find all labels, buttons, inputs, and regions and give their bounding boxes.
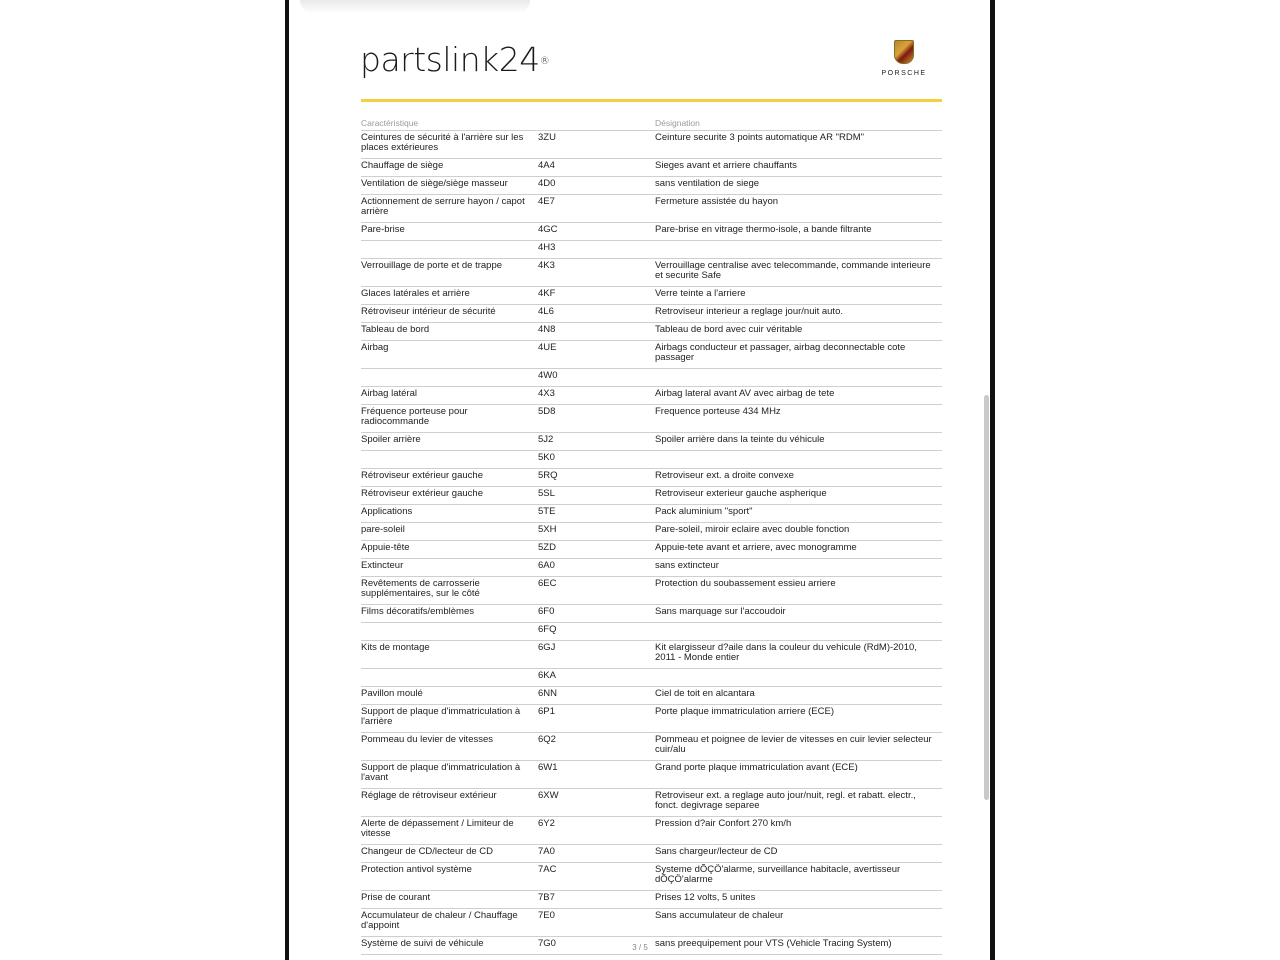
cell-designation: Pression d?air Confort 270 km/h bbox=[655, 817, 942, 845]
cell-feature: Kits de montage bbox=[361, 641, 538, 669]
cell-code: 4GC bbox=[538, 223, 655, 241]
cell-designation: Pack aluminium "sport" bbox=[655, 505, 942, 523]
cell-code: 5ZD bbox=[538, 541, 655, 559]
cell-designation: Frequence porteuse 434 MHz bbox=[655, 405, 942, 433]
cell-designation: Porte plaque immatriculation arriere (ECE) bbox=[655, 705, 942, 733]
cell-designation: Kit elargisseur d?aile dans la couleur du vehicule (RdM)-2010, 2011 - Monde entier bbox=[655, 641, 942, 669]
table-row bbox=[361, 909, 942, 937]
cell-code: 6F0 bbox=[538, 605, 655, 623]
cell-designation bbox=[655, 451, 942, 469]
table-row bbox=[361, 541, 942, 559]
cell-feature: Pavillon moulé bbox=[361, 687, 538, 705]
cell-designation: Retroviseur exterieur gauche aspherique bbox=[655, 487, 942, 505]
cell-code: 5XH bbox=[538, 523, 655, 541]
cell-code: 5J2 bbox=[538, 433, 655, 451]
table-row bbox=[361, 287, 942, 305]
cell-code: 4X3 bbox=[538, 387, 655, 405]
logo-text: partslink24 bbox=[360, 40, 540, 79]
porsche-crest-icon bbox=[894, 40, 914, 64]
cell-designation: Prises 12 volts, 5 unites bbox=[655, 891, 942, 909]
table-row bbox=[361, 817, 942, 845]
cell-feature: Revêtements de carrosserie supplémentaires, sur le côté bbox=[361, 577, 538, 605]
cell-feature: Protection antivol système bbox=[361, 863, 538, 891]
cell-feature: Prise de courant bbox=[361, 891, 538, 909]
cell-feature: Pommeau du levier de vitesses bbox=[361, 733, 538, 761]
cell-feature: Glaces latérales et arrière bbox=[361, 287, 538, 305]
cell-feature: Appuie-tête bbox=[361, 541, 538, 559]
cell-designation: Grand porte plaque immatriculation avant (ECE) bbox=[655, 761, 942, 789]
cell-feature bbox=[361, 241, 538, 259]
cell-code: 4UE bbox=[538, 341, 655, 369]
cell-code: 5SL bbox=[538, 487, 655, 505]
cell-code: 6XW bbox=[538, 789, 655, 817]
cell-feature: Alerte de dépassement / Limiteur de vitesse bbox=[361, 817, 538, 845]
cell-code: 7E0 bbox=[538, 909, 655, 937]
options-table bbox=[361, 116, 942, 955]
column-header-designation: Désignation bbox=[655, 116, 942, 131]
cell-feature: Actionnement de serrure hayon / capot arrière bbox=[361, 195, 538, 223]
cell-code: 7A0 bbox=[538, 845, 655, 863]
cell-code: 6FQ bbox=[538, 623, 655, 641]
table-row bbox=[361, 623, 942, 641]
table-row bbox=[361, 863, 942, 891]
cell-code: 4L6 bbox=[538, 305, 655, 323]
table-row bbox=[361, 451, 942, 469]
cell-designation: Protection du soubassement essieu arriere bbox=[655, 577, 942, 605]
cell-code: 4K3 bbox=[538, 259, 655, 287]
page-number: 3 / 5 bbox=[632, 943, 648, 952]
cell-designation: Tableau de bord avec cuir véritable bbox=[655, 323, 942, 341]
cell-feature: Applications bbox=[361, 505, 538, 523]
cell-designation bbox=[655, 669, 942, 687]
cell-designation bbox=[655, 241, 942, 259]
table-row bbox=[361, 605, 942, 623]
cell-code: 7B7 bbox=[538, 891, 655, 909]
cell-feature: Extincteur bbox=[361, 559, 538, 577]
table-row bbox=[361, 577, 942, 605]
cell-feature bbox=[361, 669, 538, 687]
cell-feature: Airbag bbox=[361, 341, 538, 369]
cell-code: 6Y2 bbox=[538, 817, 655, 845]
cell-feature: Rétroviseur extérieur gauche bbox=[361, 487, 538, 505]
porsche-brand bbox=[866, 40, 942, 77]
table-row bbox=[361, 131, 942, 159]
cell-designation: sans ventilation de siege bbox=[655, 177, 942, 195]
cell-designation bbox=[655, 623, 942, 641]
cell-designation: Retroviseur ext. a reglage auto jour/nuit, regl. et rabatt. electr., fonct. degivrage separee bbox=[655, 789, 942, 817]
table-row bbox=[361, 305, 942, 323]
brand-name: PORSCHE bbox=[881, 70, 927, 77]
cell-code: 6GJ bbox=[538, 641, 655, 669]
cell-feature: Films décoratifs/emblèmes bbox=[361, 605, 538, 623]
header-divider bbox=[361, 99, 942, 102]
cell-code: 6KA bbox=[538, 669, 655, 687]
cell-feature: Chauffage de siège bbox=[361, 159, 538, 177]
cell-code: 4N8 bbox=[538, 323, 655, 341]
table-row bbox=[361, 559, 942, 577]
partslink24-logo bbox=[360, 40, 549, 80]
column-header-code bbox=[538, 116, 655, 131]
cell-code: 4D0 bbox=[538, 177, 655, 195]
table-row bbox=[361, 523, 942, 541]
cell-code: 5K0 bbox=[538, 451, 655, 469]
cell-designation: Airbag lateral avant AV avec airbag de tete bbox=[655, 387, 942, 405]
cell-designation: Airbags conducteur et passager, airbag deconnectable cote passager bbox=[655, 341, 942, 369]
cell-code: 4W0 bbox=[538, 369, 655, 387]
table-row bbox=[361, 845, 942, 863]
cell-code: 6NN bbox=[538, 687, 655, 705]
cell-designation: Pare-brise en vitrage thermo-isole, a bande filtrante bbox=[655, 223, 942, 241]
cell-code: 5D8 bbox=[538, 405, 655, 433]
cell-feature: Réglage de rétroviseur extérieur bbox=[361, 789, 538, 817]
table-row bbox=[361, 891, 942, 909]
cell-feature bbox=[361, 623, 538, 641]
cell-feature: Ventilation de siège/siège masseur bbox=[361, 177, 538, 195]
page-shadow bbox=[300, 0, 530, 14]
table-row bbox=[361, 223, 942, 241]
table-row bbox=[361, 259, 942, 287]
table-row bbox=[361, 687, 942, 705]
cell-feature: Système de suivi de véhicule bbox=[361, 937, 538, 955]
table-row bbox=[361, 469, 942, 487]
cell-code: 6P1 bbox=[538, 705, 655, 733]
cell-code: 6Q2 bbox=[538, 733, 655, 761]
cell-feature: Rétroviseur intérieur de sécurité bbox=[361, 305, 538, 323]
table-row bbox=[361, 405, 942, 433]
cell-code: 6W1 bbox=[538, 761, 655, 789]
table-row bbox=[361, 761, 942, 789]
cell-code: 5RQ bbox=[538, 469, 655, 487]
cell-feature: Spoiler arrière bbox=[361, 433, 538, 451]
table-row bbox=[361, 433, 942, 451]
cell-designation: Sieges avant et arriere chauffants bbox=[655, 159, 942, 177]
cell-code: 6EC bbox=[538, 577, 655, 605]
cell-feature bbox=[361, 451, 538, 469]
table-row bbox=[361, 177, 942, 195]
cell-code: 4KF bbox=[538, 287, 655, 305]
cell-feature: Fréquence porteuse pour radiocommande bbox=[361, 405, 538, 433]
cell-feature: Accumulateur de chaleur / Chauffage d'appoint bbox=[361, 909, 538, 937]
cell-feature: Verrouillage de porte et de trappe bbox=[361, 259, 538, 287]
table-header-row bbox=[361, 116, 942, 131]
table-row bbox=[361, 733, 942, 761]
cell-feature: Ceintures de sécurité à l'arrière sur les places extérieures bbox=[361, 131, 538, 159]
cell-designation: Pare-soleil, miroir eclaire avec double fonction bbox=[655, 523, 942, 541]
cell-feature: Support de plaque d'immatriculation à l'avant bbox=[361, 761, 538, 789]
cell-designation: Retroviseur interieur a reglage jour/nuit auto. bbox=[655, 305, 942, 323]
cell-code: 4E7 bbox=[538, 195, 655, 223]
cell-feature: Support de plaque d'immatriculation à l'arrière bbox=[361, 705, 538, 733]
table-row bbox=[361, 341, 942, 369]
table-row bbox=[361, 487, 942, 505]
cell-designation: Systeme dÕÇÖ'alarme, surveillance habitacle, avertisseur dÕÇÖ'alarme bbox=[655, 863, 942, 891]
cell-designation: Sans marquage sur l'accoudoir bbox=[655, 605, 942, 623]
cell-designation: sans preequipement pour VTS (Vehicle Tracing System) bbox=[655, 937, 942, 955]
cell-code: 7AC bbox=[538, 863, 655, 891]
scrollbar-thumb[interactable] bbox=[984, 395, 989, 800]
table-row bbox=[361, 159, 942, 177]
cell-feature: Airbag latéral bbox=[361, 387, 538, 405]
table-row bbox=[361, 387, 942, 405]
cell-designation: Retroviseur ext. a droite convexe bbox=[655, 469, 942, 487]
table-row bbox=[361, 241, 942, 259]
table-row bbox=[361, 505, 942, 523]
cell-designation: Ceinture securite 3 points automatique AR "RDM" bbox=[655, 131, 942, 159]
table-row bbox=[361, 669, 942, 687]
registered-mark: ® bbox=[539, 56, 550, 67]
cell-code: 4H3 bbox=[538, 241, 655, 259]
cell-code: 3ZU bbox=[538, 131, 655, 159]
cell-designation: Pommeau et poignee de levier de vitesses en cuir levier selecteur cuir/alu bbox=[655, 733, 942, 761]
cell-designation: Ciel de toit en alcantara bbox=[655, 687, 942, 705]
table-row bbox=[361, 195, 942, 223]
cell-designation: Verre teinte a l'arriere bbox=[655, 287, 942, 305]
cell-feature: Changeur de CD/lecteur de CD bbox=[361, 845, 538, 863]
cell-code: 5TE bbox=[538, 505, 655, 523]
column-header-feature: Caractéristique bbox=[361, 116, 538, 131]
cell-designation: Appuie-tete avant et arriere, avec monogramme bbox=[655, 541, 942, 559]
cell-feature: pare-soleil bbox=[361, 523, 538, 541]
cell-designation bbox=[655, 369, 942, 387]
cell-feature: Tableau de bord bbox=[361, 323, 538, 341]
cell-designation: Spoiler arrière dans la teinte du véhicule bbox=[655, 433, 942, 451]
table-row bbox=[361, 789, 942, 817]
cell-designation: Fermeture assistée du hayon bbox=[655, 195, 942, 223]
cell-feature: Rétroviseur extérieur gauche bbox=[361, 469, 538, 487]
cell-feature: Pare-brise bbox=[361, 223, 538, 241]
viewer-frame-right bbox=[990, 0, 995, 960]
cell-designation: sans extincteur bbox=[655, 559, 942, 577]
cell-code: 7G0 bbox=[538, 937, 655, 955]
cell-designation: Verrouillage centralise avec telecommande, commande interieure et securite Safe bbox=[655, 259, 942, 287]
cell-designation: Sans chargeur/lecteur de CD bbox=[655, 845, 942, 863]
cell-code: 6A0 bbox=[538, 559, 655, 577]
table-row bbox=[361, 323, 942, 341]
cell-designation: Sans accumulateur de chaleur bbox=[655, 909, 942, 937]
table-row bbox=[361, 369, 942, 387]
table-row bbox=[361, 641, 942, 669]
table-row bbox=[361, 705, 942, 733]
cell-code: 4A4 bbox=[538, 159, 655, 177]
cell-feature bbox=[361, 369, 538, 387]
